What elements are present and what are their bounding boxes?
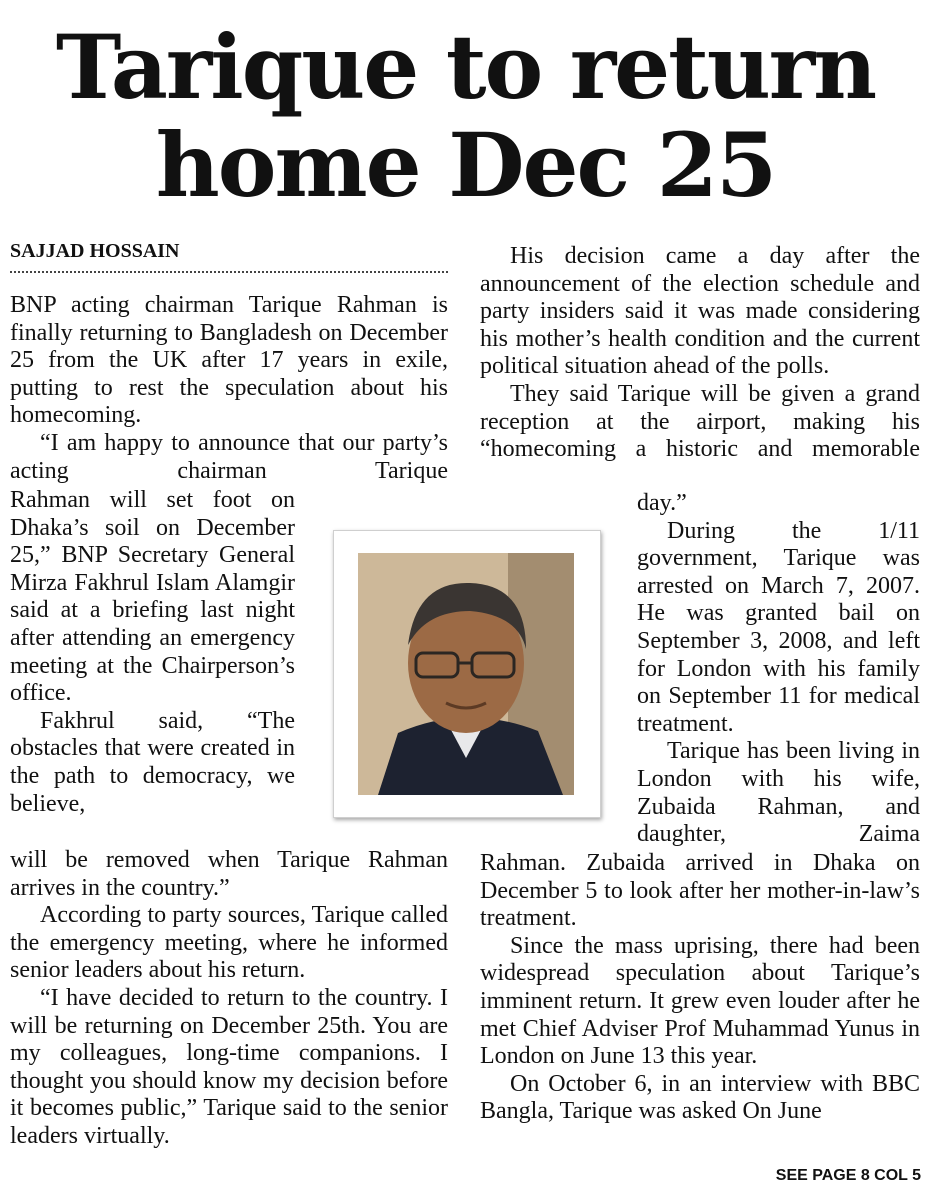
paragraph: will be removed when Tarique Rahman arrives in the country.” (10, 847, 448, 901)
column-2-top (480, 243, 920, 464)
headline (0, 15, 931, 217)
column-1-bottom (10, 847, 448, 1151)
byline-divider (10, 271, 448, 273)
paragraph: On October 6, in an interview with BBC Bangla, Tarique was asked On June (480, 1070, 920, 1125)
paragraph: “I have decided to return to the country. I will be returning on December 25th. You are my colleagues, long-time companions. I thought you should know my decision before it becomes public,” Tarique said to the senior leaders virtually. (10, 984, 448, 1149)
continuation-note: SEE PAGE 8 COL 5 (775, 1167, 921, 1184)
portrait-illustration (358, 553, 574, 795)
column-2-wrap (637, 490, 920, 849)
paragraph: Since the mass uprising, there had been widespread speculation about Tarique’s imminent return. It grew even louder after he met Chief Adviser Prof Muhammad Yunus in London on June 13 this year. (480, 932, 920, 1070)
paragraph: Rahman will set foot on Dhaka’s soil on December 25,” BNP Secretary General Mirza Fakhrul Islam Alamgir said at a briefing last night after attending an emergency meeting at the Chairperson’s office. (10, 487, 295, 707)
paragraph: During the 1/11 government, Tarique was arrested on March 7, 2007. He was granted bail on September 3, 2008, and left for London with his family on September 11 for medical treatment. (637, 517, 920, 737)
paragraph: His decision came a day after the announcement of the election schedule and party insiders said it was made considering his mother’s health condition and the current political situation ahead of the polls. (480, 243, 920, 380)
paragraph: day.” (637, 490, 687, 516)
paragraph: BNP acting chairman Tarique Rahman is finally returning to Bangladesh on December 25 from the UK after 17 years in exile, putting to rest the speculation about his homecoming. (10, 292, 448, 429)
column-2-bottom (480, 850, 920, 1126)
column-1-top (10, 292, 448, 485)
headline-line-1: Tarique to return (55, 15, 876, 119)
paragraph: Fakhrul said, “The obstacles that were created in the path to democracy, we believe, (10, 707, 295, 817)
paragraph: “I am happy to announce that our party’s acting chairman Tarique (10, 429, 448, 484)
paragraph: Rahman. Zubaida arrived in Dhaka on December 5 to look after her mother-in-law’s treatment. (480, 850, 920, 932)
paragraph: Tarique has been living in London with his wife, Zubaida Rahman, and daughter, Zaima (637, 738, 920, 848)
paragraph: They said Tarique will be given a grand reception at the airport, making his “homecoming a historic and memorable (480, 380, 920, 463)
paragraph: According to party sources, Tarique called the emergency meeting, where he informed senior leaders about his return. (10, 902, 448, 984)
headline-line-2: home Dec 25 (155, 113, 776, 217)
photo-frame (333, 530, 601, 818)
byline: SAJJAD HOSSAIN (10, 240, 180, 262)
portrait-photo (358, 553, 574, 795)
column-1-wrap (10, 487, 295, 818)
